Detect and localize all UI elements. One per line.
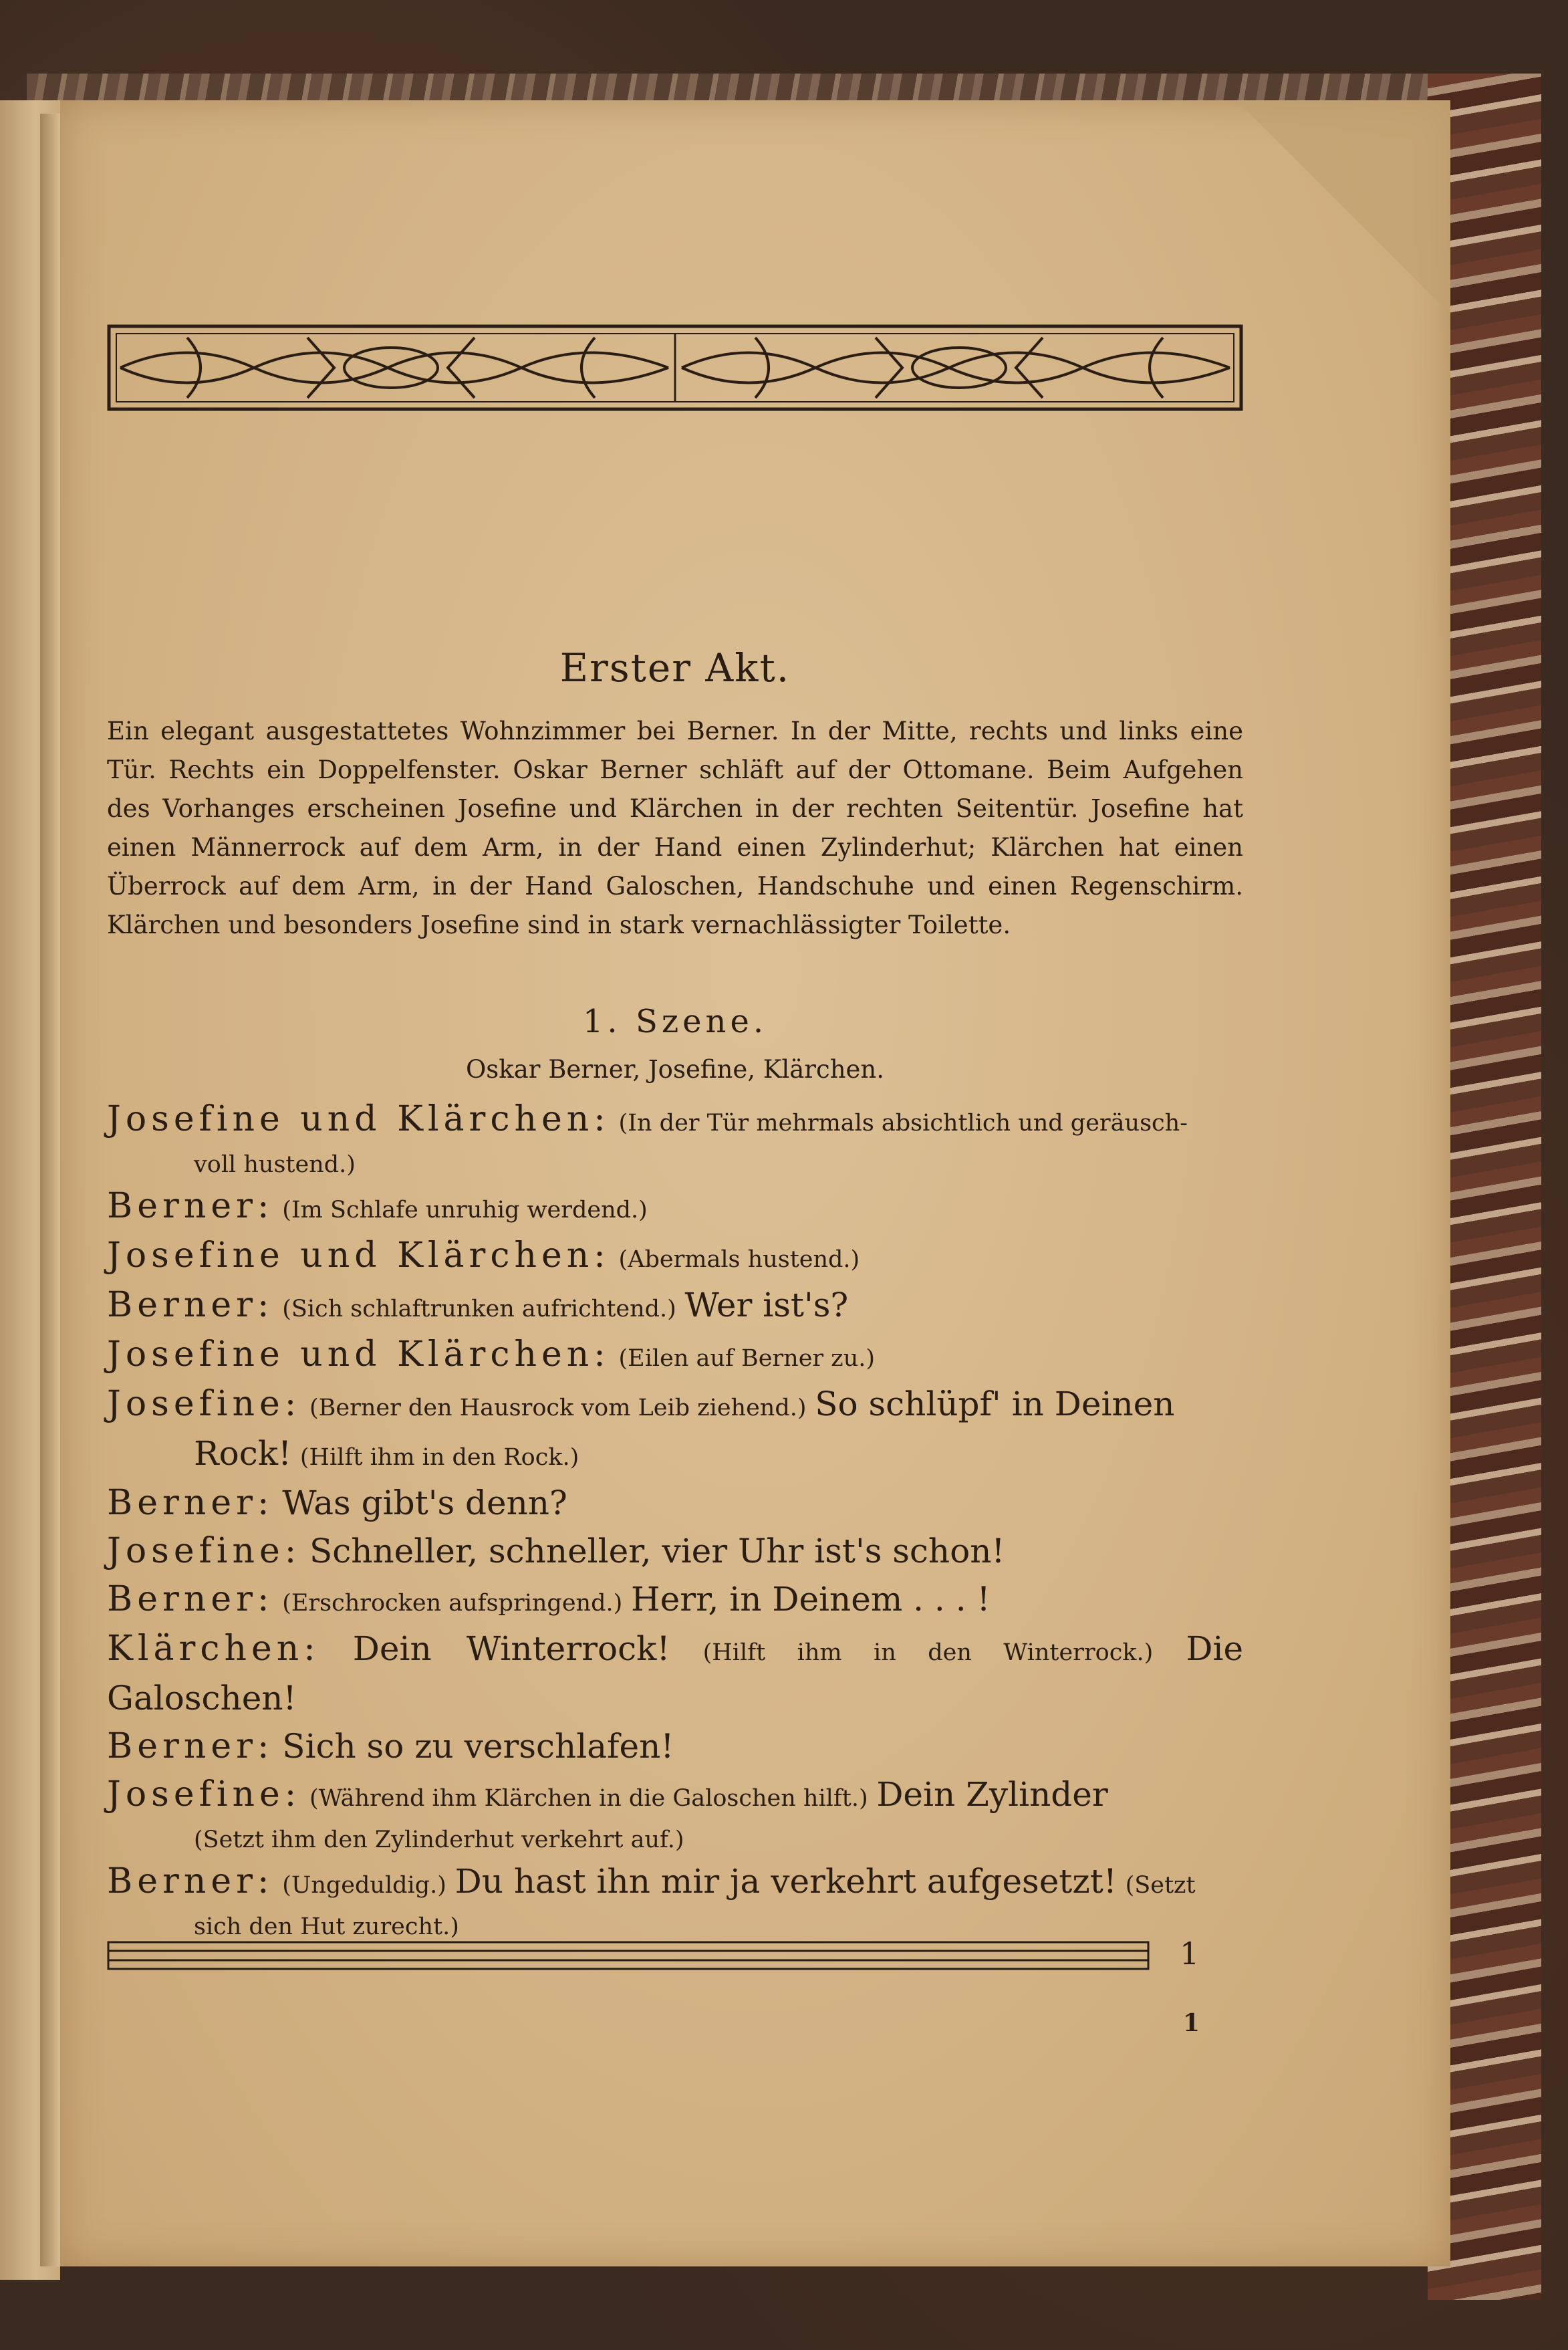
dialogue-line <box>107 1724 1243 1772</box>
dialogue-line <box>107 1859 1243 1908</box>
stage-note: (Hilft ihm in den Rock.) <box>299 1444 579 1471</box>
dialogue-line <box>107 1381 1243 1431</box>
dialogue-line <box>107 1772 1243 1821</box>
dialogue-line <box>107 1626 1243 1724</box>
speaker-name: Berner: <box>107 1861 274 1901</box>
stage-note: (Hilft ihm in den Winterrock.) <box>702 1639 1154 1666</box>
stage-direction: Ein elegant ausgestattetes Wohnzimmer bei Berner. In der Mitte, rechts und links eine Tür. Rechts ein Doppelfenster. Oskar Berner schläft auf der Ottomane. Beim Aufgehen des Vorhanges erscheinen Josefine und Klärchen in der rechten Seitentür. Josefine hat einen Männerrock auf dem Arm, in der Hand einen Zylinderhut; Klärchen hat einen Überrock auf dem Arm, in der Hand Galoschen, Handschuhe und einen Regenschirm. Klärchen und besonders Josefine sind in stark vernachlässigter Toilette. <box>107 717 1243 939</box>
stage-note: (Im Schlafe unruhig werdend.) <box>282 1197 648 1223</box>
speaker-name: Klärchen: <box>107 1629 320 1669</box>
speaker-name: Berner: <box>107 1579 274 1619</box>
dialogue-line <box>107 1528 1243 1576</box>
speaker-name: Josefine: <box>107 1774 301 1814</box>
dialogue-continuation <box>107 1431 1243 1480</box>
stage-note: (In der Tür mehrmals absichtlich und geräusch- <box>618 1110 1188 1137</box>
dialogue-line <box>107 1183 1243 1233</box>
page-number: 1 <box>1180 1935 1200 1972</box>
spoken-text: Wer ist's? <box>684 1286 849 1324</box>
book-page <box>60 100 1450 2266</box>
stage-note: (Erschrocken aufspringend.) <box>282 1590 623 1617</box>
speaker-name: Berner: <box>107 1285 274 1325</box>
stage-note: (Eilen auf Berner zu.) <box>618 1345 876 1372</box>
spoken-text: Die Galoschen! <box>107 1629 1244 1718</box>
decorative-header-ornament <box>107 324 1243 411</box>
spoken-text: Dein Winterrock! <box>352 1629 670 1668</box>
dialogue-line <box>107 1282 1243 1332</box>
stage-note: (Berner den Hausrock vom Leib ziehend.) <box>309 1395 807 1421</box>
dialogue-line <box>107 1096 1243 1146</box>
dialogue-continuation: voll hustend.) <box>194 1151 356 1178</box>
dialogue-line <box>107 1233 1243 1282</box>
speaker-name: Josefine und Klärchen: <box>107 1236 610 1276</box>
spoken-text: Was gibt's denn? <box>282 1484 567 1522</box>
spoken-text: Schneller, schneller, vier Uhr ist's schon! <box>309 1532 1005 1570</box>
stage-note: (Während ihm Klärchen in die Galoschen hilft.) <box>309 1785 868 1812</box>
speaker-name: Berner: <box>107 1483 274 1523</box>
dialogue-line <box>107 1332 1243 1381</box>
spoken-text: So schlüpf' in Deinen <box>815 1385 1175 1423</box>
dialogue-block <box>107 1096 1243 1946</box>
spoken-text: Du hast ihn mir ja verkehrt aufgesetzt! <box>454 1862 1117 1901</box>
stage-note: (Abermals hustend.) <box>618 1246 860 1273</box>
spoken-text: Dein Zylinder <box>876 1775 1108 1814</box>
spoken-text: Herr, in Deinem . . . ! <box>631 1580 991 1619</box>
speaker-name: Josefine: <box>107 1531 301 1571</box>
speaker-name: Berner: <box>107 1186 274 1226</box>
stage-note: (Setzt <box>1125 1872 1196 1899</box>
act-title: Erster Akt. <box>559 645 791 691</box>
stage-note: (Sich schlaftrunken aufrichtend.) <box>282 1296 676 1322</box>
speaker-name: Josefine und Klärchen: <box>107 1334 610 1375</box>
speaker-name: Josefine und Klärchen: <box>107 1099 610 1139</box>
page-corner <box>1236 100 1450 314</box>
dialogue-continuation: sich den Hut zurecht.) <box>194 1913 459 1940</box>
footer-rule <box>107 1939 1150 1972</box>
spoken-text: Rock! <box>194 1434 292 1473</box>
spoken-text: Sich so zu verschlafen! <box>282 1727 674 1766</box>
scene-title: 1. Szene. <box>582 1003 768 1040</box>
dialogue-line <box>107 1480 1243 1528</box>
speaker-name: Berner: <box>107 1726 274 1766</box>
speaker-name: Josefine: <box>107 1384 301 1424</box>
dialogue-line <box>107 1576 1243 1626</box>
stage-note: (Ungeduldig.) <box>282 1872 446 1899</box>
signature-mark: 1 <box>1183 2009 1200 2037</box>
scene-characters: Oskar Berner, Josefine, Klärchen. <box>465 1055 885 1084</box>
left-page-gutter <box>40 114 60 2266</box>
dialogue-continuation: (Setzt ihm den Zylinderhut verkehrt auf.) <box>194 1827 684 1853</box>
